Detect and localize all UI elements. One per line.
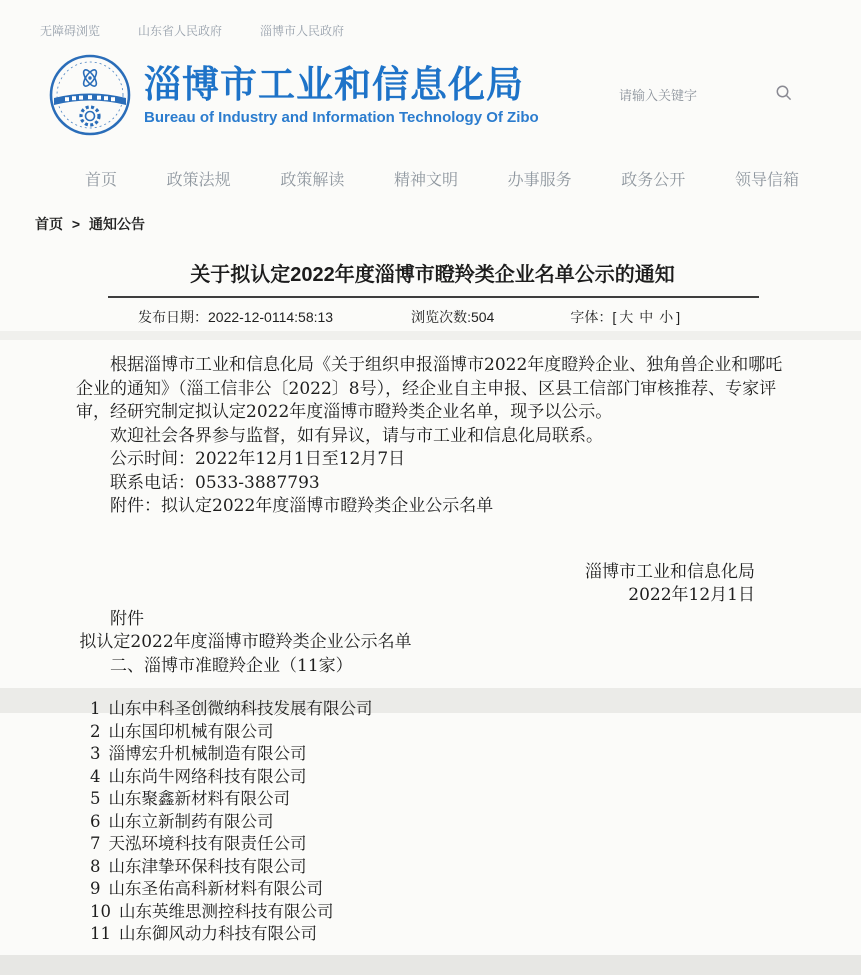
font-bracket-close: ] xyxy=(676,309,681,325)
font-size-large-button[interactable]: 大 xyxy=(619,309,634,325)
company-row xyxy=(90,833,785,856)
font-size-control xyxy=(570,307,680,327)
company-row xyxy=(90,856,785,879)
company-row xyxy=(90,721,785,744)
company-row xyxy=(90,878,785,901)
accessibility-link[interactable]: 无障碍浏览 xyxy=(40,24,101,38)
nav-item-gov-affairs[interactable]: 政务公开 xyxy=(621,172,686,189)
section-heading: 二、淄博市准瞪羚企业（11家） xyxy=(110,655,353,676)
contact-phone-line: 联系电话：0533-3887793 xyxy=(110,472,320,493)
signature-block xyxy=(76,561,755,608)
body-paragraph: 根据淄博市工业和信息化局《关于组织申报淄博市2022年度瞪羚企业、独角兽企业和哪吒企业的通知》（淄工信非公〔2022〕8号），经企业自主申报、区县工信部门审核推荐、专家评审，经研究制定拟认定2022年度淄博市瞪羚类企业名单，现予以公示。 xyxy=(76,355,783,422)
company-row xyxy=(90,811,785,834)
breadcrumb-current[interactable]: 通知公告 xyxy=(88,216,145,232)
shandong-gov-link[interactable]: 山东省人民政府 xyxy=(138,24,223,38)
font-size-label: 字体： xyxy=(570,309,613,325)
attachment-title: 拟认定2022年度淄博市瞪羚类企业公示名单 xyxy=(79,632,412,652)
company-number: 11 xyxy=(90,924,111,943)
company-row xyxy=(90,901,785,924)
company-name: 山东尚牛网络科技有限公司 xyxy=(108,766,307,786)
breadcrumb-separator: > xyxy=(71,216,81,232)
nav-item-home[interactable]: 首页 xyxy=(85,172,118,189)
font-bracket-open: [ xyxy=(612,309,617,325)
company-number: 7 xyxy=(90,834,101,853)
company-row xyxy=(90,743,785,766)
company-row xyxy=(90,766,785,789)
view-count-value: 504 xyxy=(470,309,495,325)
nav-item-leader-mailbox[interactable]: 领导信箱 xyxy=(734,172,799,189)
site-logo-emblem xyxy=(48,53,132,137)
scan-stripe xyxy=(0,955,861,975)
publish-date-label: 发布日期： xyxy=(138,309,208,325)
company-name: 天泓环境科技有限责任公司 xyxy=(108,834,307,853)
breadcrumb xyxy=(35,214,861,234)
site-subtitle: Bureau of Industry and Information Technology Of Zibo xyxy=(144,108,539,126)
search-icon[interactable] xyxy=(775,84,793,107)
atom-icon xyxy=(81,68,98,88)
company-number: 3 xyxy=(90,744,101,763)
attachment-label: 附件 xyxy=(110,608,144,629)
company-row xyxy=(90,923,785,946)
company-name: 山东中科圣创微纳科技发展有限公司 xyxy=(108,699,373,718)
company-number: 9 xyxy=(90,879,101,898)
attachment-reference-line: 附件：拟认定2022年度淄博市瞪羚类企业公示名单 xyxy=(110,496,494,516)
company-number: 5 xyxy=(90,789,101,808)
company-number: 10 xyxy=(90,901,111,921)
article-title: 关于拟认定2022年度淄博市瞪羚类企业名单公示的通知 xyxy=(190,264,675,286)
site-title-block xyxy=(144,64,539,125)
company-name: 淄博宏升机械制造有限公司 xyxy=(108,744,307,763)
breadcrumb-home[interactable]: 首页 xyxy=(35,216,63,232)
gear-icon xyxy=(81,107,99,125)
view-count xyxy=(411,307,494,327)
article-meta xyxy=(138,307,785,327)
company-number: 1 xyxy=(90,699,101,718)
site-title: 淄博市工业和信息化局 xyxy=(144,64,524,106)
company-name: 山东御风动力科技有限公司 xyxy=(119,924,317,943)
nav-item-policy-interpretation[interactable]: 政策解读 xyxy=(280,172,345,189)
body-paragraph: 欢迎社会各界参与监督，如有异议，请与市工业和信息化局联系。 xyxy=(110,425,603,446)
font-size-medium-button[interactable]: 中 xyxy=(639,309,654,325)
publicity-period-line: 公示时间：2022年12月1日至12月7日 xyxy=(110,449,406,469)
nav-item-policies[interactable]: 政策法规 xyxy=(166,172,231,189)
company-name: 山东津挚环保科技有限公司 xyxy=(108,856,307,876)
company-number: 2 xyxy=(90,721,101,741)
site-header xyxy=(48,53,861,137)
top-links-bar xyxy=(0,0,861,39)
site-search xyxy=(617,84,793,107)
article-body xyxy=(76,354,785,946)
company-name: 山东圣佑高科新材料有限公司 xyxy=(108,879,323,898)
company-list xyxy=(76,698,785,946)
company-number: 4 xyxy=(90,766,101,786)
title-divider xyxy=(108,296,759,298)
nav-item-spiritual-civilization[interactable]: 精神文明 xyxy=(393,172,458,189)
article xyxy=(76,258,785,946)
company-name: 山东立新制药有限公司 xyxy=(108,811,274,831)
signature-date: 2022年12月1日 xyxy=(628,585,755,605)
font-size-small-button[interactable]: 小 xyxy=(659,309,674,325)
search-input[interactable] xyxy=(617,87,767,104)
view-count-label: 浏览次数: xyxy=(411,309,471,325)
signature-org: 淄博市工业和信息化局 xyxy=(585,561,755,582)
company-name: 山东聚鑫新材料有限公司 xyxy=(108,789,290,808)
company-row xyxy=(90,698,785,721)
nav-item-services[interactable]: 办事服务 xyxy=(507,172,572,189)
company-name: 山东英维思测控科技有限公司 xyxy=(119,901,334,921)
company-row xyxy=(90,788,785,811)
main-nav xyxy=(40,167,819,190)
zibo-gov-link[interactable]: 淄博市人民政府 xyxy=(260,24,345,38)
company-name: 山东国印机械有限公司 xyxy=(108,721,274,741)
company-number: 8 xyxy=(90,856,101,876)
publish-date xyxy=(138,307,333,327)
publish-date-value: 2022-12-0114:58:13 xyxy=(208,309,334,325)
company-number: 6 xyxy=(90,811,101,831)
